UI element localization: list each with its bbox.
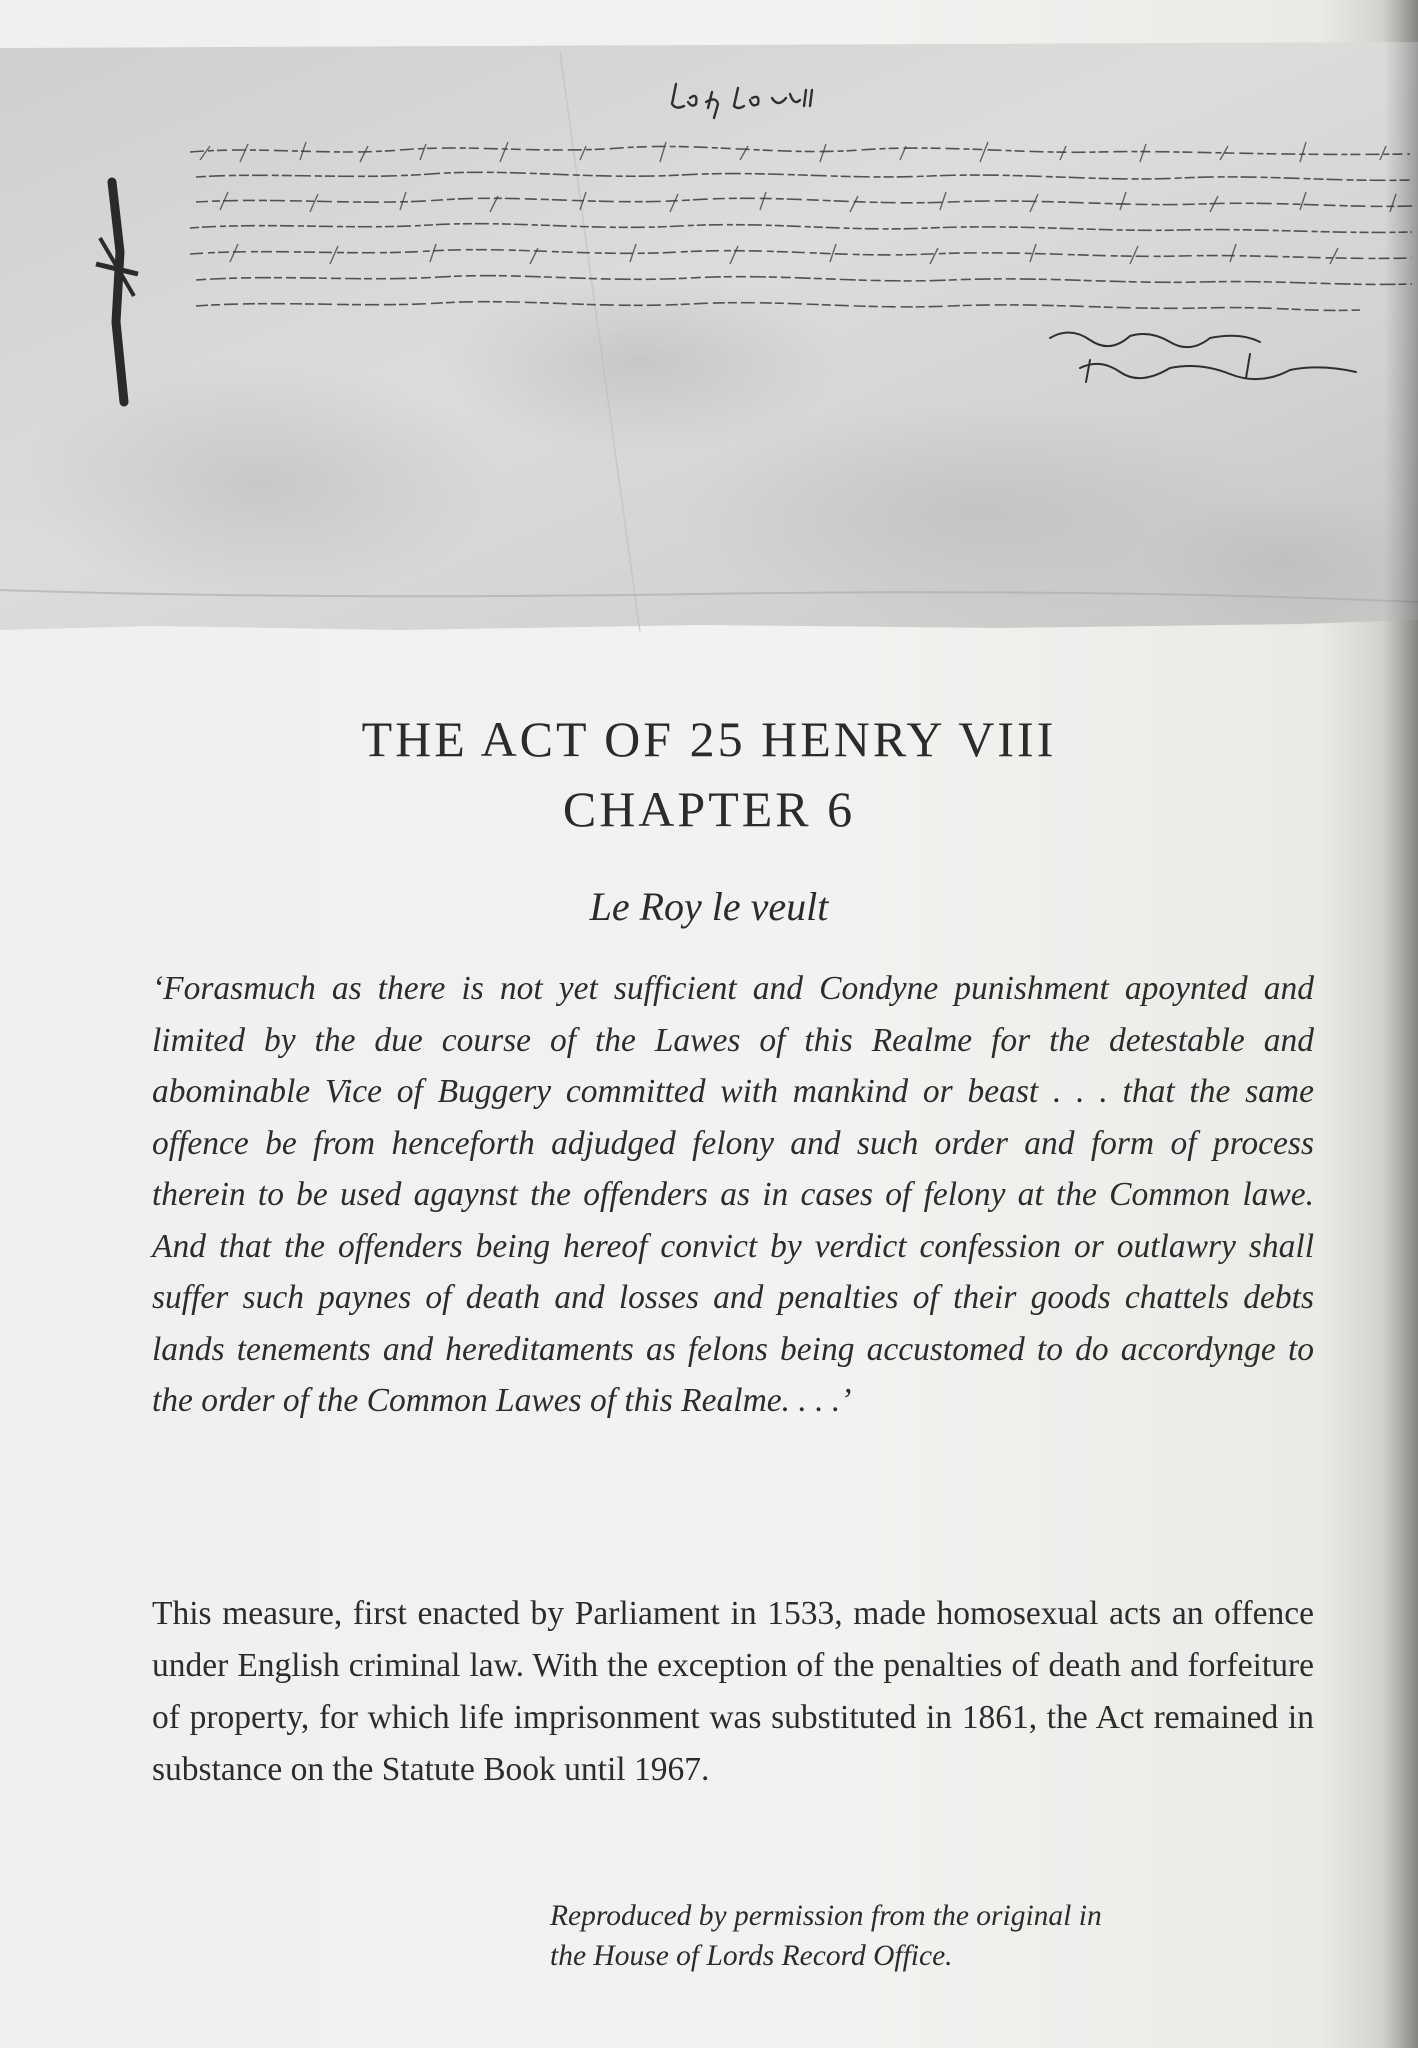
manuscript-photograph (0, 42, 1418, 634)
credit-line-2: the House of Lords Record Office. (550, 1940, 953, 1972)
page-edge-shadow (1384, 0, 1418, 2048)
reproduction-credit (550, 1896, 1310, 1976)
act-quotation: ‘Forasmuch as there is not yet sufficient and Condyne punishment apoynted and limited by the due course of the Lawes of this Realme for the detestable and abominable Vice of Buggery committed with mankind or beast . . . that the same offence be from henceforth adjudged felony and such order and form of process therein to be used agaynst the offenders as in cases of felony at the Common lawe. And that the offenders being hereof convict by verdict confession or outlawry shall suffer such paynes of death and losses and penalties of their goods chattels debts lands tenements and hereditaments as felons being accustomed to do accordynge to the order of the Common Lawes of this Realme. . . .’ (152, 970, 1314, 1419)
royal-assent: Le Roy le veult (589, 884, 829, 929)
chapter-title: CHAPTER 6 (562, 781, 856, 837)
act-title: THE ACT OF 25 HENRY VIII (361, 711, 1057, 767)
commentary-paragraph: This measure, first enacted by Parliament in 1533, made homosexual acts an offence under English criminal law. With the exception of the penalties of death and forfeiture of property, for which life imprisonment was substituted in 1861, the Act remained in substance on the Statute Book until 1967. (152, 1595, 1314, 1788)
credit-line-1: Reproduced by permission from the original in (550, 1900, 1102, 1932)
